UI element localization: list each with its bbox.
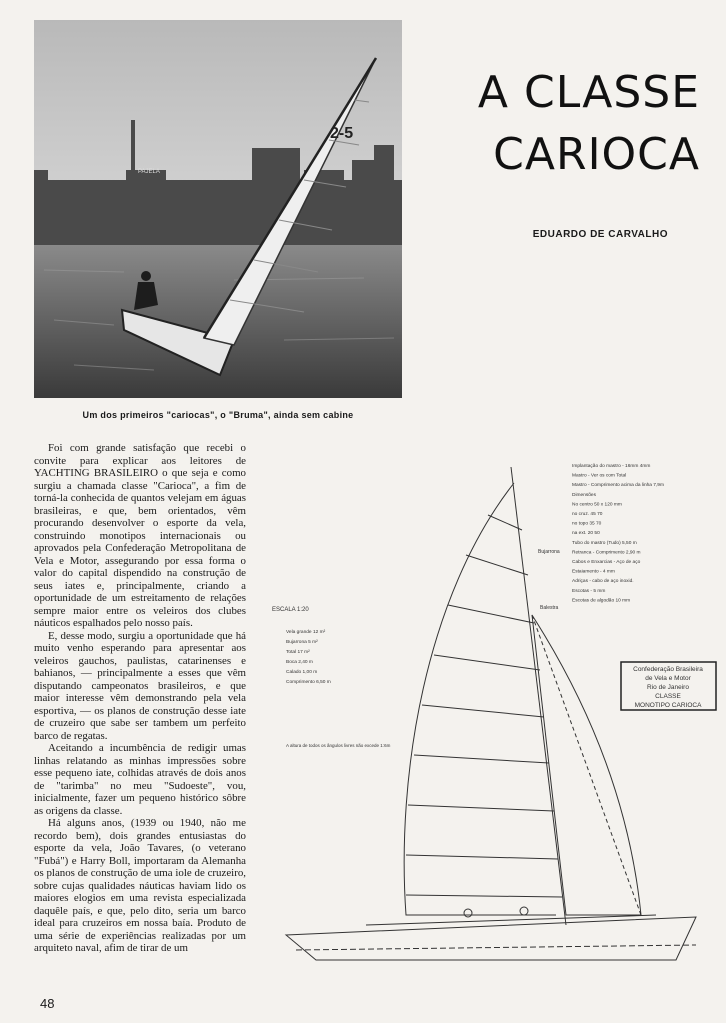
spec-line: Implantação do mastro - 16mm 4mm bbox=[572, 464, 651, 469]
spec-line: na ext. 20 50 bbox=[572, 531, 600, 537]
dimension-notes bbox=[286, 629, 331, 685]
spec-notes bbox=[572, 463, 664, 603]
spec-line: Dimensões bbox=[572, 492, 596, 498]
spec-line: Retranca - Comprimento 2,90 m bbox=[572, 550, 641, 556]
title-line-2: CARIOCA bbox=[493, 129, 700, 180]
building-sign: PAJELA bbox=[138, 169, 160, 175]
dimension-line: Comprimento 6,50 m bbox=[286, 680, 331, 685]
class-stamp bbox=[621, 662, 716, 710]
sail-plan-drawing bbox=[256, 455, 726, 980]
scale-label: ESCALA 1:20 bbox=[272, 607, 309, 613]
dimension-line: Calado 1,00 m bbox=[286, 670, 318, 675]
stamp-line: de Vela e Motor bbox=[645, 675, 691, 682]
dimension-line: Boca 2,40 m bbox=[286, 660, 313, 665]
spec-line: Escotas de algodão 10 mm bbox=[572, 598, 631, 604]
dimension-line: Vela grande 12 m² bbox=[286, 630, 326, 635]
article-title bbox=[440, 62, 700, 186]
spec-line: Adriças - cabo de aço inoxid. bbox=[572, 579, 634, 585]
dimension-line: Total 17 m² bbox=[286, 650, 310, 655]
paragraph: Aceitando a incumbência de redigir umas linhas relatando as minhas impressões sobre esse pequeno iate, colhidas através de dois anos de "tarimba" no meu "Sudoeste", vou, inicialmente, fazer um pequeno histórico sôbre as origens da classe. bbox=[34, 742, 246, 817]
paragraph: Foi com grande satisfação que recebi o convite para explicar aos leitores de YACHTING BRASILEIRO o que seja e como surgiu a chamada classe "Carioca", a fim de torná-la conhecida de quantos velejam em águas brasileiras, e que, bem orientados, vêm procurando desenvolver o esporte da vela, construindo monotipos internacionais ou aprovados pela Confederação Metropolitana de Vela e Motor, assegurando por essa forma o valor do capital dispendido na construção de seus iates e, principalmente, criando a oportunidade de um estreitamento de relações sempre maior entre os veleiros dos clubes náuticos espalhados pelo nosso país. bbox=[34, 442, 246, 629]
paragraph: Há alguns anos, (1939 ou 1940, não me recordo bem), dois grandes entusiastas do esporte da vela, João Tavares, (o veterano "Fubá") e Harry Boll, importaram da Alemanha os planos de construção de uma iole de cruzeiro, sobre cujas qualidades náuticas haviam lido os maiores elogios em uma revista especializada daquêle país, e que, pelo dito, seria um barco ideal para cruzeiros em nossa baía. Produto de uma série de experiências realizadas por um arquiteto naval, afim de tirar de um bbox=[34, 817, 246, 954]
spec-line: Estaiamento - 4 mm bbox=[572, 569, 615, 575]
author-byline: EDUARDO DE CARVALHO bbox=[532, 229, 668, 240]
sailboat-photo bbox=[34, 20, 402, 398]
spec-line: Mastro - Ver os com Total bbox=[572, 473, 627, 479]
stamp-line: Confederação Brasileira bbox=[633, 666, 703, 673]
mast-label: Balestra bbox=[540, 605, 559, 611]
spec-line: No centro 50 x 120 mm bbox=[572, 502, 622, 508]
title-line-1: A CLASSE bbox=[477, 67, 700, 118]
paragraph: E, desse modo, surgiu a oportunidade que há muito venho esperando para apresentar aos veleiros gauchos, paulistas, catarinenses e bahianos, — principalmente a esses que vêm disputando campeonatos brasileiros, e que maior interesse vêm demonstrando pela vela esportiva, — os planos de construção desse iate de cruzeiro que sabe ser tambem um perfeito barco de regatas. bbox=[34, 629, 246, 742]
spec-line: no topo 35 70 bbox=[572, 521, 602, 527]
gaff-label: Bujarrona bbox=[538, 549, 560, 555]
sail-number: 2-5 bbox=[330, 125, 354, 142]
page-number: 48 bbox=[40, 996, 55, 1011]
stamp-line: MONOTIPO CARIOCA bbox=[634, 702, 702, 709]
spec-line: no cruz. 45 70 bbox=[572, 512, 603, 517]
drawing-note: A altura de todos os ângulos livres não excede 1:6m bbox=[286, 743, 391, 748]
article-body bbox=[34, 442, 246, 977]
dimension-line: Bujarrona 5 m² bbox=[286, 640, 318, 645]
spec-line: Tubo do mastro (Tudo) 5,50 m bbox=[572, 540, 637, 546]
spec-line: Cabos e Enxarcias - Aço de aço bbox=[572, 560, 641, 565]
stamp-line: CLASSE bbox=[655, 693, 681, 700]
spec-line: Escotas - 5 mm bbox=[572, 588, 606, 594]
stamp-line: Rio de Janeiro bbox=[647, 684, 689, 691]
spec-line: Mastro - Comprimento acima da linha 7,9m bbox=[572, 483, 664, 489]
photo-caption: Um dos primeiros "cariocas", o "Bruma", ainda sem cabine bbox=[82, 410, 354, 420]
